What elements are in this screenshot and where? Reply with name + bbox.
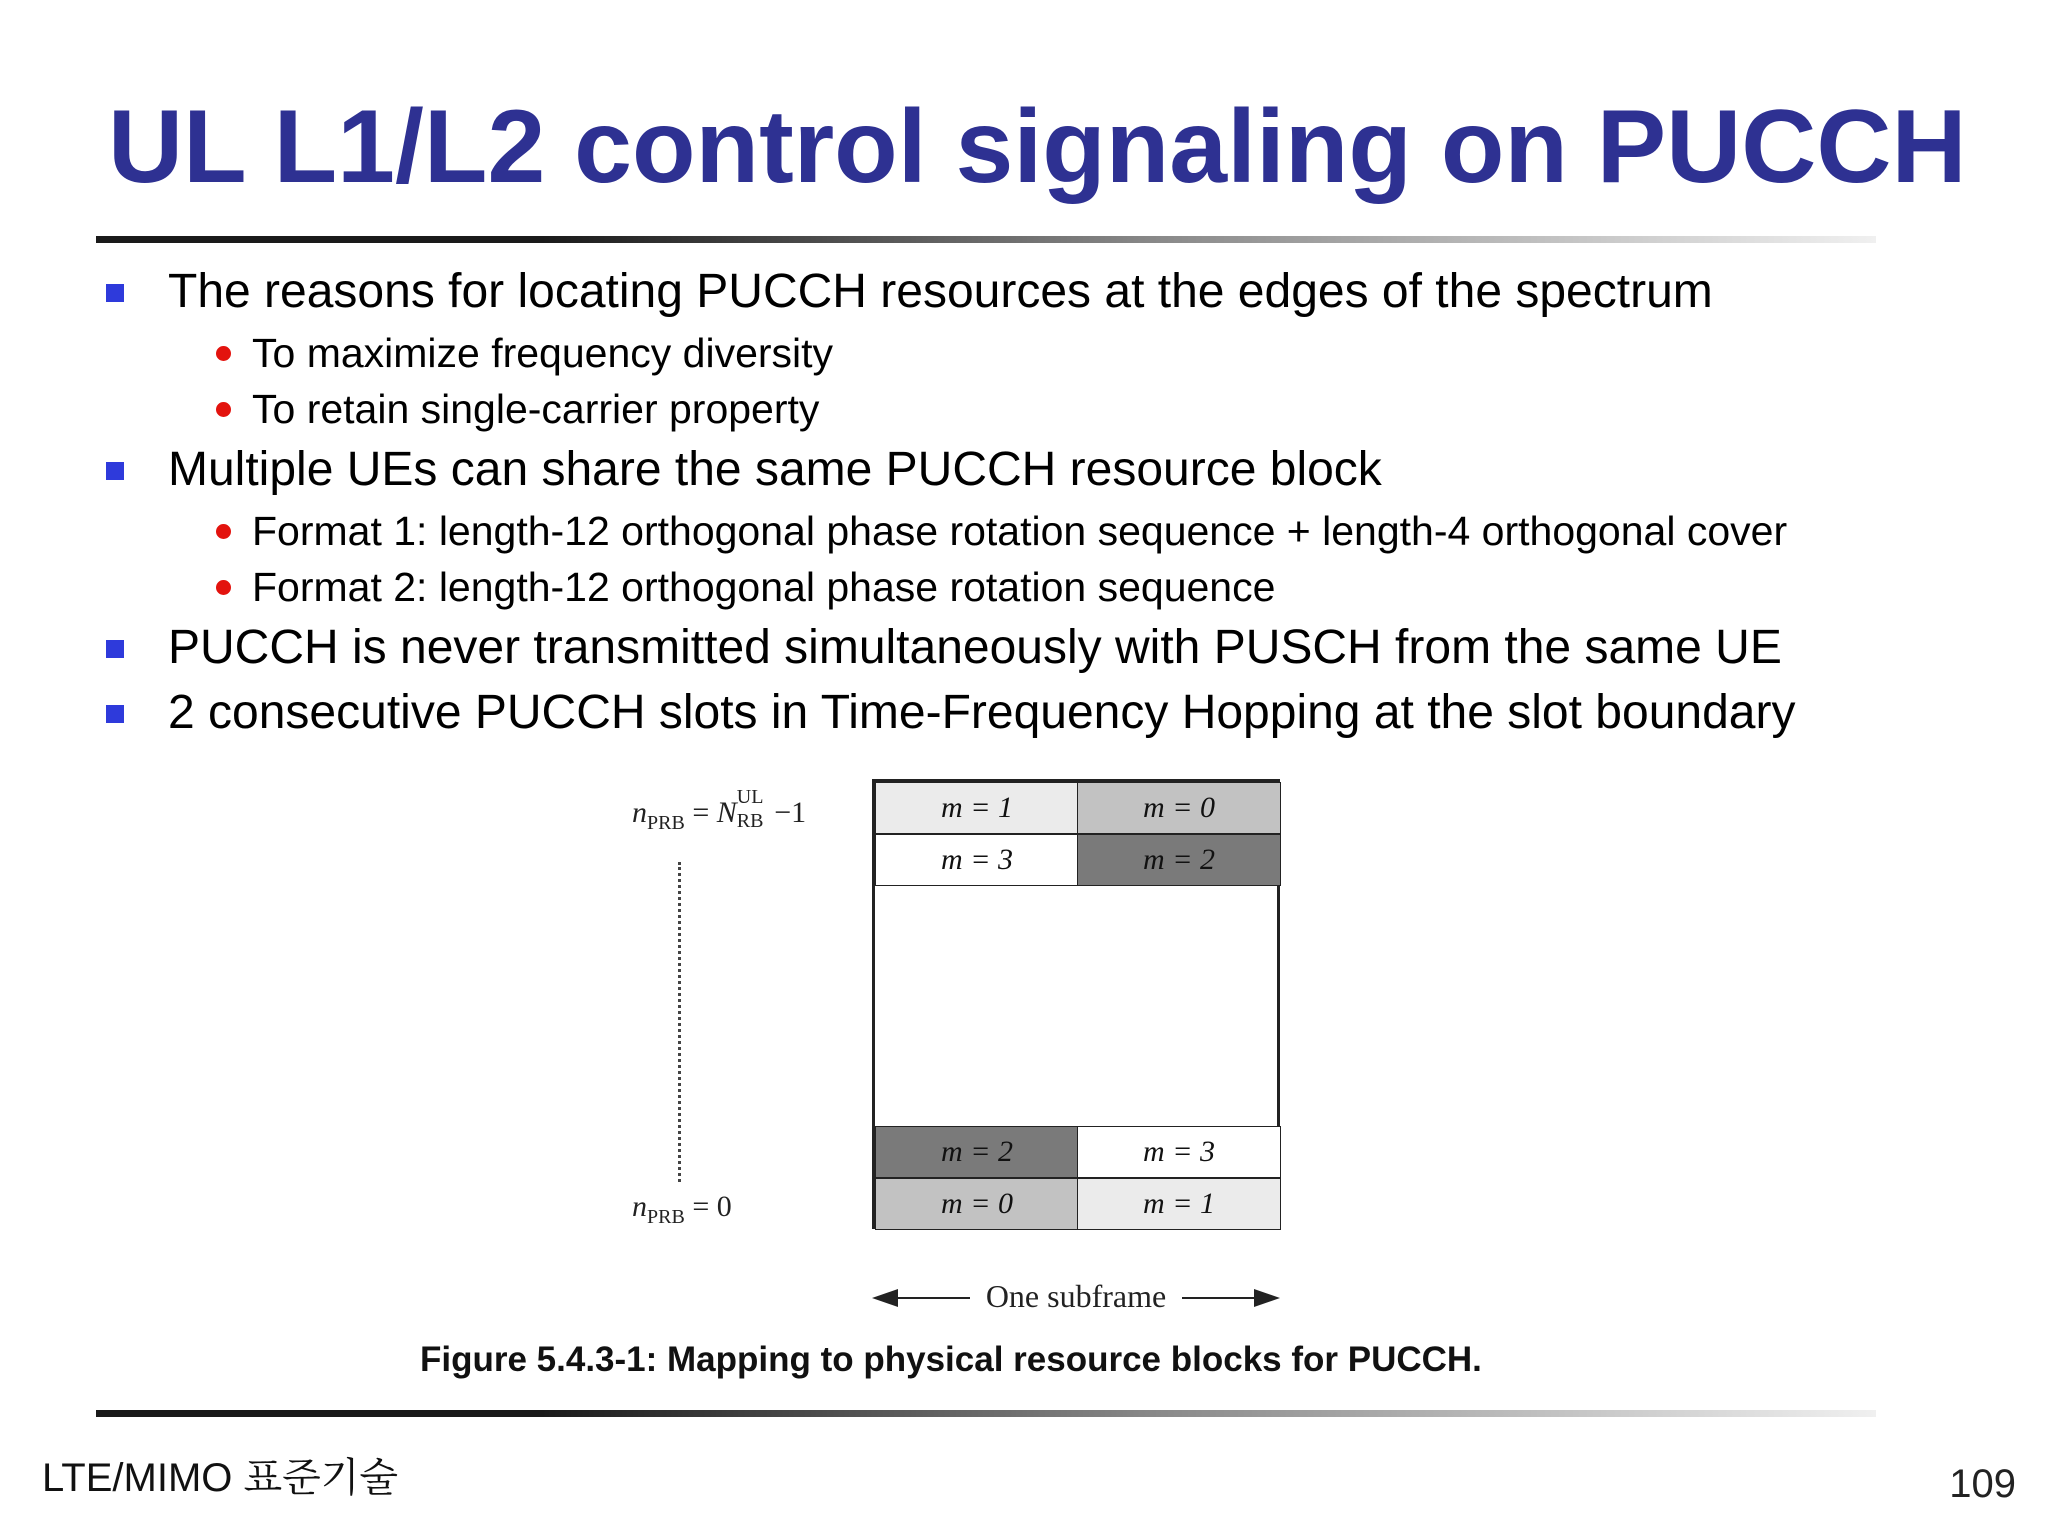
bullet-text: PUCCH is never transmitted simultaneously with PUSCH from the same UE bbox=[168, 621, 1782, 674]
figure-caption: Figure 5.4.3-1: Mapping to physical resource blocks for PUCCH. bbox=[420, 1340, 1482, 1379]
subframe-label: One subframe bbox=[985, 1278, 1167, 1314]
dot-bullet-icon bbox=[216, 346, 231, 361]
square-bullet-icon bbox=[106, 462, 124, 480]
bullet-text: Multiple UEs can share the same PUCCH resource block bbox=[168, 443, 1382, 496]
square-bullet-icon bbox=[106, 640, 124, 658]
dotted-axis bbox=[678, 862, 681, 1182]
sub-bullet-text: Format 1: length-12 orthogonal phase rotation sequence + length-4 orthogonal cover bbox=[252, 508, 1788, 554]
resource-block-grid bbox=[872, 779, 1280, 1229]
square-bullet-icon bbox=[106, 284, 124, 302]
rb-cell: m = 2 bbox=[875, 1126, 1079, 1178]
title-divider bbox=[96, 236, 1876, 243]
dot-bullet-icon bbox=[216, 524, 231, 539]
sub-bullet-text: To maximize frequency diversity bbox=[252, 330, 834, 376]
rb-cell: m = 3 bbox=[1077, 1126, 1281, 1178]
bullet-text: The reasons for locating PUCCH resources at the edges of the spectrum bbox=[168, 265, 1713, 318]
bottom-prb-label: $n_{PRB} = 0$ bbox=[632, 1190, 732, 1228]
rb-cell: m = 2 bbox=[1077, 834, 1281, 886]
square-bullet-icon bbox=[106, 705, 124, 723]
rb-cell: m = 0 bbox=[1077, 782, 1281, 834]
dot-bullet-icon bbox=[216, 580, 231, 595]
sub-bullet-text: To retain single-carrier property bbox=[252, 386, 820, 432]
page-number: 109 bbox=[1949, 1462, 2016, 1506]
footer-course-title: LTE/MIMO 표준기술 bbox=[42, 1456, 399, 1500]
rb-cell: m = 0 bbox=[875, 1178, 1079, 1230]
dot-bullet-icon bbox=[216, 402, 231, 417]
footer-divider bbox=[96, 1410, 1876, 1417]
top-prb-label: $n_{PRB} = N$ UL RB −1 bbox=[632, 786, 807, 834]
bullet-text: 2 consecutive PUCCH slots in Time-Frequency Hopping at the slot boundary bbox=[168, 686, 1796, 739]
rb-cell: m = 1 bbox=[1077, 1178, 1281, 1230]
subframe-span bbox=[872, 1278, 1280, 1318]
slide-title: UL L1/L2 control signaling on PUCCH bbox=[108, 89, 1967, 205]
rb-cell: m = 1 bbox=[875, 782, 1079, 834]
rb-cell: m = 3 bbox=[875, 834, 1079, 886]
pucch-mapping-figure bbox=[620, 770, 1520, 1314]
sub-bullet-text: Format 2: length-12 orthogonal phase rotation sequence bbox=[252, 564, 1276, 610]
